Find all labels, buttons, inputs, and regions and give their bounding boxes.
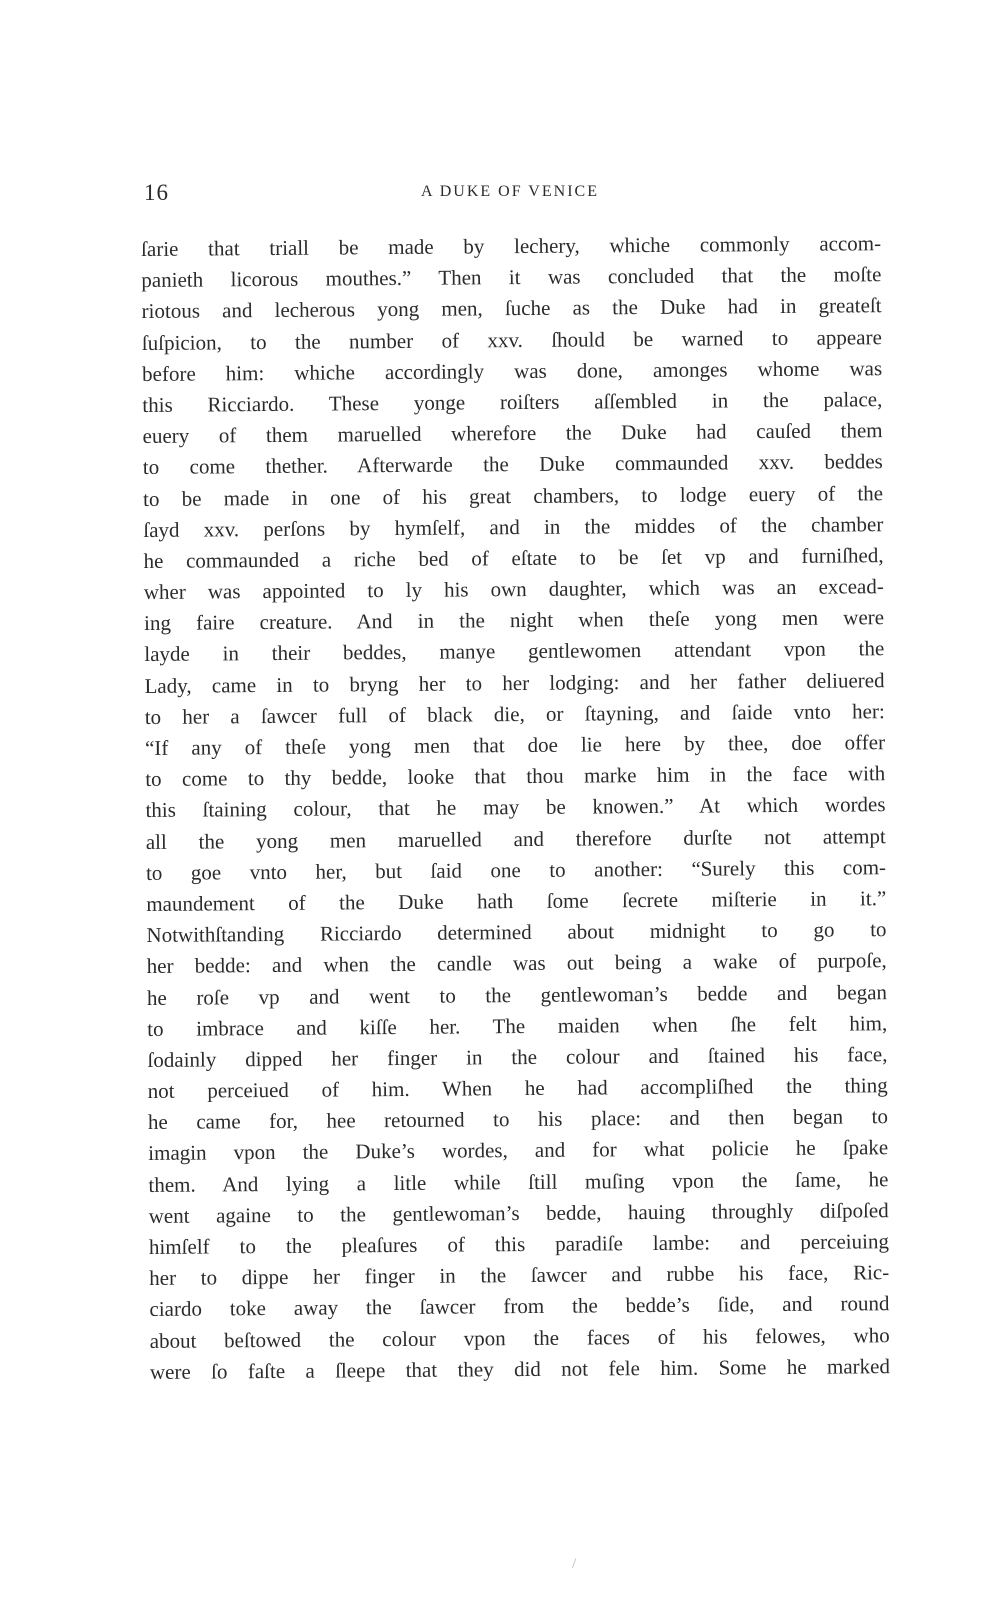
text-line: to her a ſawcer full of black die, or ſtayning, and ſaide vnto her:: [144, 698, 885, 729]
text-line: before him: whiche accordingly was done, amonges whome was: [142, 355, 883, 386]
text-line: this ſtaining colour, that he may be knowen.” At which wordes: [145, 792, 886, 823]
text-line: not perceiued of him. When he had accompliſhed the thing: [147, 1073, 888, 1104]
running-title: A DUKE OF VENICE: [421, 183, 599, 200]
text-line: all the yong men maruelled and therefore durſte not attempt: [145, 823, 886, 854]
text-line: Notwithſtanding Ricciardo determined about midnight to go to: [146, 917, 887, 948]
text-line: ſodainly dipped her finger in the colour and ſtained his face,: [147, 1042, 888, 1072]
text-line: this Ricciardo. These yonge roiſters aſſembled in the palace,: [142, 387, 883, 417]
text-line: ing faire creature. And in the night when theſe yong men were: [143, 605, 885, 636]
text-line: them. And lying a litle while ſtill muſing vpon the ſame, he: [148, 1166, 889, 1197]
text-line: to come thether. Afterwarde the Duke commaunded xxv. beddes: [142, 449, 883, 480]
text-line: himſelf to the pleaſures of this paradiſe lambe: and perceiuing: [148, 1229, 890, 1259]
text-line: he roſe vp and went to the gentlewoman’s bedde and began: [146, 979, 888, 1010]
page-number: 16: [144, 180, 169, 205]
text-line: wher was appointed to ly his own daughter, which was an excead-: [143, 574, 884, 605]
text-line: maundement of the Duke hath ſome ſecrete miſterie in it.”: [146, 886, 887, 916]
text-line: ciardo toke away the ſawcer from the bedde’s ſide, and round: [149, 1291, 890, 1322]
text-line: to goe vnto her, but ſaid one to another: “Surely this com-: [145, 854, 887, 885]
text-line: were ſo faſte a ſleepe that they did not fele him. Some he marked: [149, 1353, 891, 1384]
text-line: imagin vpon the Duke’s wordes, and for what policie he ſpake: [148, 1135, 889, 1166]
text-line: Lady, came in to bryng her to her lodging: and her father deliuered: [144, 667, 885, 698]
body-text: [141, 228, 890, 1388]
text-line: ſayd xxv. perſons by hymſelf, and in the middes of the chamber: [143, 511, 884, 542]
text-line: layde in their beddes, manye gentlewomen attendant vpon the: [144, 636, 885, 667]
text-line: riotous and lecherous yong men, ſuche as the Duke had in greateſt: [141, 293, 882, 324]
text-line: to be made in one of his great chambers, to lodge euery of the: [142, 480, 884, 511]
stray-mark: /: [572, 1556, 577, 1572]
text-line: went againe to the gentlewoman’s bedde, hauing throughly diſpoſed: [148, 1197, 889, 1228]
text-line: he came for, hee retourned to his place: and then began to: [147, 1104, 889, 1135]
text-line: her to dippe her finger in the ſawcer and rubbe his face, Ric-: [149, 1260, 890, 1291]
text-line: he commaunded a riche bed of eſtate to be ſet vp and furniſhed,: [143, 543, 884, 573]
text-line: to imbrace and kiſſe her. The maiden when ſhe felt him,: [147, 1010, 888, 1041]
text-line: about beſtowed the colour vpon the faces of his felowes, who: [149, 1322, 890, 1353]
text-line: ſarie that triall be made by lechery, whiche commonly accom-: [141, 231, 882, 261]
text-line: to come to thy bedde, looke that thou marke him in the face with: [145, 761, 886, 792]
text-line: her bedde: and when the candle was out being a wake of purpoſe,: [146, 948, 887, 979]
text-line: panieth licorous mouthes.” Then it was concluded that the moſte: [141, 262, 882, 293]
text-line: euery of them maruelled wherefore the Duke had cauſed them: [142, 418, 883, 449]
text-line: ſuſpicion, to the number of xxv. ſhould be warned to appeare: [141, 324, 882, 355]
text-line: “If any of theſe yong men that doe lie here by thee, doe offer: [144, 730, 886, 760]
running-head: [140, 180, 880, 210]
